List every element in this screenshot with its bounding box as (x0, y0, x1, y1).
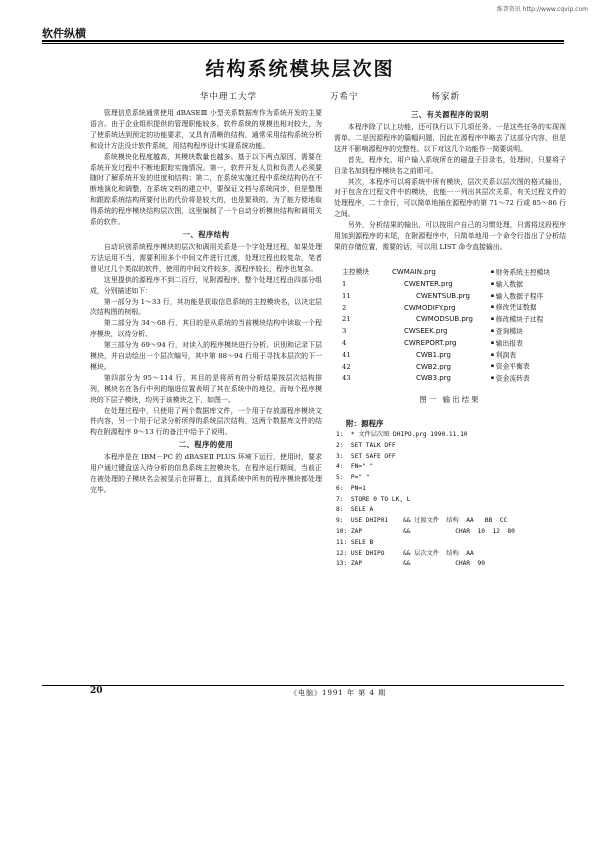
module-level: 4 (342, 339, 347, 348)
table-row (342, 302, 562, 314)
module-description: ▪ 修改凭证数据 (491, 302, 562, 314)
table-row (342, 267, 562, 279)
table-row (342, 338, 562, 350)
paragraph: 系统模块化程度越高，其模块数量也越多。基于以下两点原因，需要在系统开发过程中不断地跟踪实施情况。第一，软件开发人员和负责人必须要随时了解系统开发的进度和结构；第二，在系统实施过程中系统结构仍在不断地演化和调整，在系统文档的建立中，要保证文档与系统同步，但是整理和跟踪系统结构所要付出的代价将是较大的，也是繁琐的。为了能方便地取得系统的程序模块结构层次图，这里编制了一个自动分析模块结构和调用关系的软件。 (90, 152, 322, 227)
author-name: 杨家新 (431, 92, 460, 102)
author-affiliation: 华中理工大学 (200, 92, 258, 102)
code-line: 5: P=" " (336, 474, 370, 482)
module-description: ▪ 查询模块 (491, 326, 562, 338)
table-row (342, 326, 562, 338)
code-line: 1: * 文件层次图 DHIPO.prg 1990.11.10 (336, 430, 468, 438)
figure-caption: 图一 输出结果 (419, 395, 481, 404)
module-description: ▪ 输入数据 (491, 279, 562, 291)
journal-issue: 《电脑》1991 年 第 4 期 (290, 689, 387, 697)
paragraph: 第三部分为 69～94 行，对读入的程序模块进行分析、识别和记录下层模块，并自动绘出一个层次编号，其中第 88～94 行用于寻找本层次的下一模块。 (90, 341, 322, 371)
section-heading: 三、有关源程序的说明 (411, 110, 489, 119)
table-row (342, 291, 562, 303)
module-description: ▪ 财务系统主控模块 (491, 267, 562, 279)
table-row (342, 314, 562, 326)
module-description: ▪ 资金流转表 (491, 373, 562, 385)
table-row (342, 361, 562, 373)
module-hierarchy-table (342, 267, 562, 385)
top-rule-thin (42, 43, 564, 44)
code-line: 9: USE DHIP01 && 过渡文件 结构 AA BB CC (336, 517, 508, 525)
module-level: 43 (342, 374, 351, 383)
module-level: 21 (342, 315, 351, 324)
paragraph: 本程序除了以上功能，还可执行以下几项任务。一是这些任务的实现视需单。二是因源程序的篇幅问题，因此在源程序中略去了这部分内容，但是这并不影响源程序的完整性。以下对这几个功能作一简要说明。 (334, 123, 566, 153)
watermark: 维普资讯 http://www.cqvip.com (496, 6, 588, 13)
module-name: CWMODSUB.prg (416, 315, 473, 324)
top-rule (42, 40, 564, 42)
page-number: 20 (90, 686, 103, 696)
module-name: CWSEEK.prg (404, 327, 448, 336)
module-name: CWMAIN.prg (392, 268, 436, 277)
paragraph: 在处理过程中，只使用了两个数据库文件，一个用于存放源程序模块文件内容，另一个用于记录分析所得的系统层次结构，这两个数据库文件的结构在附源程序 9～13 行的备注中给予了说明。 (90, 406, 322, 437)
paragraph: 第一部分为 1～33 行，其功能是获取信息系统的主控模块名，以决定层次结构图的树根。 (90, 297, 322, 317)
authors (200, 90, 460, 102)
paragraph: 另外，分析结果的输出，可以按用户自己的习惯处理，只需将这段程序用加到源程序的末尾，在附源程序中，只简单地用一个命令行指出了分析结果的存储位置，需要的话，可以用 LIST 命令直接输出。 (334, 221, 566, 251)
module-name: CWB1.prg (416, 350, 451, 359)
source-code-listing (334, 430, 566, 570)
module-description: ▪ 资金平衡表 (491, 361, 562, 373)
module-name: CWB3.prg (416, 374, 451, 383)
code-line: 8: SELE A (336, 506, 374, 514)
paragraph: 其次，本程序可以将系统中所有模块，层次关系以层次图的格式输出，对于包含在过程文件中的模块，也能一一列出其层次关系，有关过程文件的处理程序，二十余行，可以简单地插在源程序的第 71～72 行或 85～86 行之间。 (334, 177, 566, 219)
code-line: 3: SET SAFE OFF (336, 452, 396, 460)
paragraph: 第二部分为 34～68 行，其目的是从系统的当前模块结构中读取一个程序模块，以待分析。 (90, 319, 322, 339)
module-level: 41 (342, 350, 351, 359)
paragraph: 本程序是在 IBM－PC 的 dBASEⅡ PLUS 环境下运行，使用时，要求用户通过键盘送入待分析的信息系统主控模块名，在程序运行期间，当前正在被处理的子模块名会被显示在屏幕上，直到系统中所有的程序模块都处理完毕。 (90, 453, 322, 494)
table-row (342, 373, 562, 385)
module-name: CWENTSUB.prg (416, 291, 470, 300)
code-line: 2: SET TALK OFF (336, 441, 396, 449)
table-row (342, 350, 562, 362)
module-name: CWREPORT.prg (404, 339, 457, 348)
code-line: 4: FN=" " (336, 463, 374, 471)
module-level: 11 (342, 291, 351, 300)
paragraph: 首先，程序允，用户输入系统所在的磁盘子目录名，处理时，只要将子目录名加到程序模块名之前即可。 (334, 155, 566, 175)
module-level: 42 (342, 362, 351, 371)
left-column (90, 108, 322, 496)
module-description: ▪ 输出报表 (491, 338, 562, 350)
code-line: 7: STORE 0 TO LK, L (336, 495, 411, 503)
paragraph: 第四部分为 95～114 行，其目的是将所有的分析结果按层次结构排列，模块名在各行中列的缩进位置表明了其在系统中的地位，而每个程序模块的下层子模块，均列于该模块之下，如图一。 (90, 373, 322, 404)
module-level: 2 (342, 303, 347, 312)
module-name: CWMODIFY.prg (404, 303, 456, 312)
section-heading: 二、程序的使用 (178, 440, 234, 450)
module-description: ▪ 输入数据子程序 (491, 291, 562, 303)
module-description: ▪ 修改模块子过程 (491, 314, 562, 326)
paragraph: 自动识别系统程序模块的层次和调用关系是一个字处理过程，如果处理方法运用不当，需要利用多个中间文件进行过渡，处理过程也较复杂，笔者曾见过几个类似的软件，使用的中间文件较多，源程序较长，程序也复杂。 (90, 242, 322, 273)
module-name: CWENTER.prg (404, 279, 453, 288)
section-tag: 软件纵横 (42, 27, 86, 40)
module-level: 3 (342, 327, 347, 336)
article-title: 结构系统模块层次图 (205, 58, 395, 80)
table-row (342, 279, 562, 291)
code-line: 11: SELE B (336, 538, 374, 546)
module-description: ▪ 利润表 (491, 350, 562, 362)
right-column (334, 108, 566, 570)
author-name: 万希宁 (329, 92, 359, 102)
module-name: CWB2.prg (416, 362, 451, 371)
code-line: 10: ZAP && CHAR 10 12 80 (336, 528, 515, 536)
code-line: 12: USE DHIPO && 层次文件 结构 AA (336, 549, 474, 557)
code-line: 13: ZAP && CHAR 90 (336, 560, 486, 568)
module-level: 1 (342, 279, 347, 288)
bottom-rule (42, 685, 564, 686)
module-level: 主控模块 (342, 268, 370, 277)
code-line: 6: PN=1 (336, 484, 366, 492)
paragraph: 这里提供的源程序不到二百行，见附源程序，整个处理过程由四部分组成，分别描述如下： (90, 275, 322, 295)
appendix-title: 附：源程序 (346, 418, 384, 428)
paragraph: 管理信息系统通常使用 dBASEⅢ 小型关系数据库作为系统开发的主要语言。由于企业组织提供的管理职能较多，软件系统的规模也相对较大，为了使系统达到预定的功能要求，又具有清晰的结构，通常采用结构系统分析和设计方法设计软件系统，用结构程序设计实现系统功能。 (90, 109, 322, 150)
section-heading: 一、程序结构 (182, 229, 230, 239)
